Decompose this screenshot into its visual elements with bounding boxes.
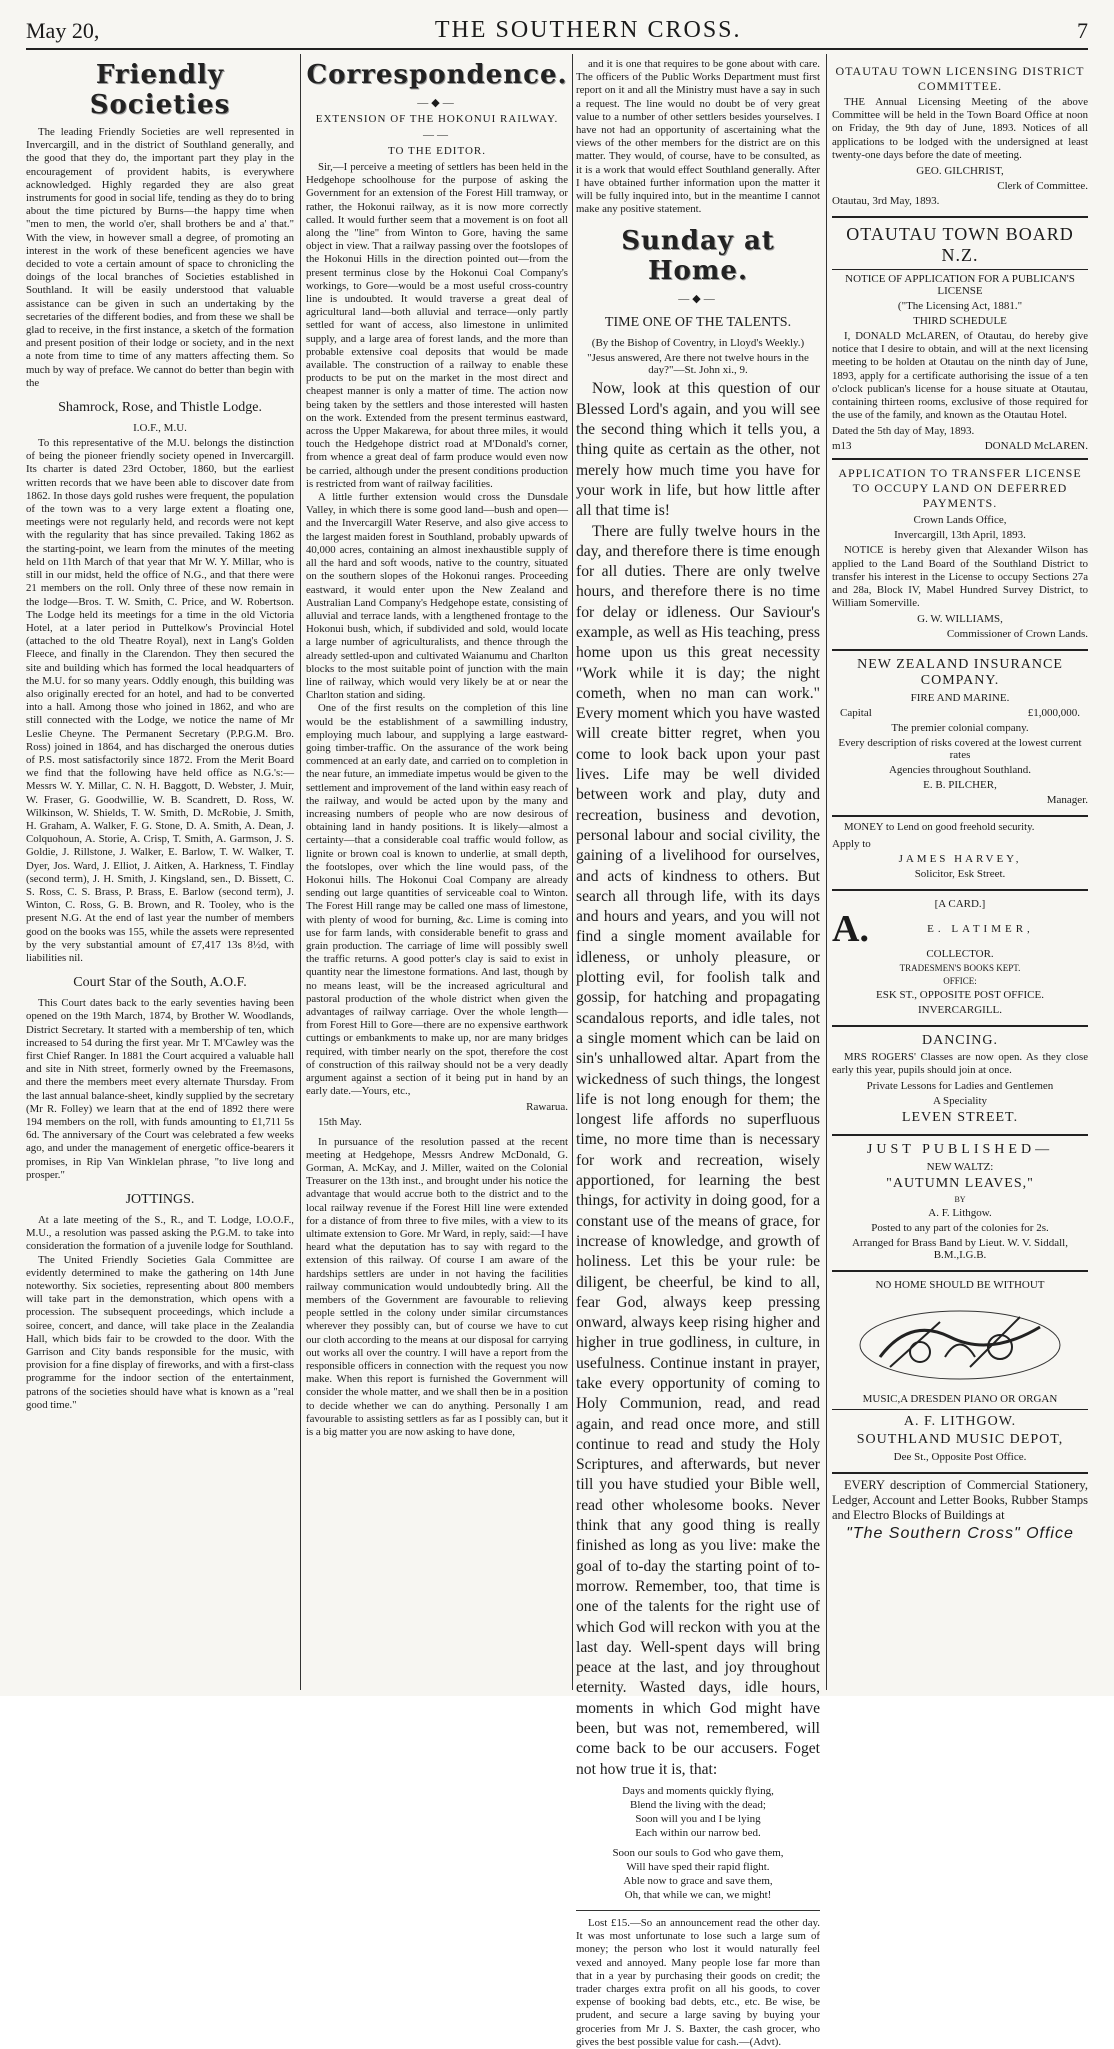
ad-body: THE Annual Licensing Meeting of the above Committee will be held in the Town Board Office at noon on Friday, the 9th day of June, 1893. Notices of all applications to be lodged with the undersigned at least twenty-one days before the date of meeting.: [832, 96, 1088, 161]
ad-insurance: [832, 651, 1088, 817]
section-heading: Friendly Societies: [89, 60, 231, 120]
ad-signature: E. B. PILCHER,: [923, 779, 997, 792]
subheading: JOTTINGS.: [125, 1192, 195, 1208]
subheading: TIME ONE OF THE TALENTS.: [604, 315, 792, 331]
ad-body: I, DONALD McLAREN, of Otautau, do hereby give notice that I desire to obtain, and will at the next licensing meeting to be holden at Otautau on the ninth day of June, 1893, apply for a certificate authorising the issue of a ten o'clock publican's license for a house situate at Otautau, containing thirteen rooms, exclusive of those required for the use of the family, and known as the Otautau Hotel.: [832, 330, 1088, 422]
ad-subtitle: NEW WALTZ:: [926, 1161, 994, 1174]
newspaper-title: THE SOUTHERN CROSS.: [434, 17, 742, 43]
ad-title: OTAUTAU TOWN BOARD N.Z.: [846, 224, 1074, 266]
ad-waltz-name: "AUTUMN LEAVES,": [886, 1176, 1034, 1192]
ad-body: EVERY description of Commercial Stationery, Ledger, Account and Letter Books, Rubber Stamps and Electro Blocks of Buildings at: [832, 1478, 1088, 1523]
ad-role: Clerk of Committee.: [997, 180, 1088, 193]
ad-private: Private Lessons for Ladies and Gentlemen: [866, 1080, 1054, 1093]
ad-address: ESK ST., OPPOSITE POST OFFICE.: [876, 988, 1044, 1001]
ad-by: BY: [954, 1195, 966, 1205]
ornament: —◆—: [678, 293, 718, 306]
article-paragraph: This Court dates back to the early seventies having been opened on the 19th March, 1874, by Brother W. Woodlands, District Secretary. It started with a membership of ten, which increased to 54 during the first year. Mr T. M'Cawley was the first Chief Ranger. In 1881 the Court acquired a valuable hall and site in Nith street, formerly owned by the Freemasons, and there the members meet every alternate Thursday. From the last annual balance-sheet, kindly supplied by the secretary (Mr R. Folley) we learn that at the end of 1892 there were 194 members on the roll, with funds amounting to £1,711 5s 6d. The anniversary of the Court was celebrated a few weeks ago, and under the management of energetic office-bearers it promises, in Rip Van Winklelan phrase, "to live long and prosper.": [26, 997, 294, 1181]
letter-paragraph: A little further extension would cross the Dunsdale Valley, in which there is some good land—bush and open—and the Invercargill Water Reserve, and also give access to the largest maiden forest in Southland, probably upwards of 40,000 acres, containing an almost inexhaustible supply of all the hard and soft woods, native to the country, situated on the southern slopes of the Hokonui ranges. Proceeding eastward, it would enter upon the New Zealand and Australian Land Company's Hedgehope estate, consisting of alluvial and terrace lands, with a lengthened frontage to the Hokonui bush, which, if subdivided and sold, would locate a large number of agriculturalists, and thence through the already settled-upon and cultivated Waianumu and Charlton blocks to the most suitable point of junction with the main line of railway, which would very likely be at or near the Charlton station and siding.: [306, 491, 568, 702]
column-divider: [572, 54, 573, 1690]
ad-agencies: Agencies throughout Southland.: [888, 764, 1032, 777]
poem-line: Blend the living with the dead;: [630, 1798, 766, 1811]
page-number: 7: [1077, 18, 1088, 43]
column-divider: [826, 54, 827, 1690]
ad-arranged: Arranged for Brass Band by Lieut. W. V. Siddall, B.M.,I.G.B.: [852, 1237, 1068, 1262]
article-paragraph: and it is one that requires to be gone about with care. The officers of the Public Works Department must first report on it and all the Ministry must have a say in such a request. The line would no doubt be of very great value to a number of other settlers besides yourselves. I have not had an opportunity of ascertaining what the views of the other members for the district are on this matter. They would, of course, have to be consulted, as it is a work that would effect Southland generally. After I have obtained further information upon the matter it will be fully inquired into, but in the meantime I cannot make any positive statement.: [576, 58, 820, 216]
ad-licensing-committee: [832, 58, 1088, 218]
ad-date: Otautau, 3rd May, 1893.: [832, 195, 940, 208]
ad-title: JUST PUBLISHED—: [866, 1142, 1054, 1158]
ad-title: DANCING.: [921, 1032, 999, 1048]
ad-date: Dated the 5th day of May, 1893.: [832, 425, 975, 438]
sermon-paragraph: There are fully twelve hours in the day, and therefore there is time enough for all duties. There are only twelve hours, and therefore there is no time for delay or idleness. Our Saviour's example, as well as His teaching, press home upon us this great necessity "Work while it is day; the night cometh, when no man can work." Every moment which you have wasted will create bitter regret, when you come to look back upon your past lives. Life may be well divided between work and play, duty and recreation, business and devotion, personal labour and social civility, the gaining of a livelihood for ourselves, and acts of kindness to others. But search all through life, with its days and hours and years, and you will not find a single moment available for idleness, or unholy pleasure, or plotting evil, for foolish talk and gossip, for hatching and propagating scandalous reports, and idle tales, not a single moment which can be laid on sin's unhallowed altar. Apart from the wickedness of such things, the longest life is not long enough for them; the longest life affords no superfluous time, no more time than is necessary for work and recreation, wisely apportioned, for learning the best things, for activity in doing good, for a constant use of the means of grace, for increase of knowledge, and growth of holiness. Let this be your rule: be diligent, be cheerful, be kind to all, fear God, always keep pressing onward, always keep rising higher and higher in true godliness, in culture, in usefulness. Continue instant in prayer, take every opportunity of coming to Holy Communion, read, and read again, and read once more, and still continue to read and study the Holy Scriptures, and afterwards, but never till you have studied your Bible well, read other wholesome books. Never think that any good thing is really finished as long as you live: make the goal of to-day the starting point of to-morrow. Remember, too, that time is one of the talents for the right use of which God will reckon with you at the last day. Well-spent days will bring peace at the last, and joy throughout eternity. Wasted days, idle hours, moments in which God might have been, but was not, remembered, will come back to be our accusers. Foget not how true it is, that:: [576, 522, 820, 1778]
ad-title: APPLICATION TO TRANSFER LICENSE TO OCCUPY LAND ON DEFERRED PAYMENTS.: [838, 466, 1082, 511]
ad-books: TRADESMEN'S BOOKS KEPT.: [899, 962, 1021, 973]
ad-body: MRS ROGERS' Classes are now open. As they close early this year, pupils should join at once.: [832, 1050, 1088, 1076]
ad-collector: [832, 891, 1088, 1027]
ad-big-letter: A.: [832, 907, 869, 950]
subheading: EXTENSION OF THE HOKONUI RAILWAY.: [315, 113, 559, 125]
ad-author: A. F. Lithgow.: [928, 1207, 992, 1220]
ad-speciality: A Speciality: [932, 1095, 988, 1108]
ad-music-depot: [832, 1272, 1088, 1474]
ad-tagline: The premier colonial company.: [891, 722, 1029, 735]
ornament: ——: [423, 129, 451, 141]
poem-line: Oh, that while we can, we might!: [624, 1888, 772, 1901]
ad-headline: MUSIC,A DRESDEN PIANO OR ORGAN: [862, 1393, 1058, 1406]
article-paragraph: At a late meeting of the S., R., and T. Lodge, I.O.O.F., M.U., a resolution was passed asking the P.G.M. to take into consideration the formation of a juvenile lodge for Southland.: [26, 1214, 294, 1253]
column-advertisements: [832, 58, 1088, 1688]
ad-title: OTAUTAU TOWN LICENSING DISTRICT COMMITTEE.: [835, 64, 1085, 93]
subheading: Shamrock, Rose, and Thistle Lodge.: [58, 400, 262, 416]
ad-role: Commissioner of Crown Lands.: [946, 628, 1088, 641]
ad-office-label: OFFICE:: [943, 975, 977, 986]
poem-line: Days and moments quickly flying,: [622, 1784, 774, 1797]
poem-line: Each within our narrow bed.: [635, 1826, 761, 1839]
ad-post: Posted to any part of the colonies for 2s.: [871, 1222, 1049, 1235]
article-paragraph: In pursuance of the resolution passed at the recent meeting at Hedgehope, Messrs Andrew McDonald, G. Gorman, A. McKay, and J. Miller, waited on the Colonial Treasurer on the 13th inst., and brought under his notice the advantage that would accrue both to the district and to the local railway revenue if the Forest Hill line were extended for a distance of from three to five miles, with a view to its ultimate extension to Gore. Mr Ward, in reply, said:—I have heard what the deputation has to say with regard to the extension of this railway. Of course I am aware of the hardships settlers are under in not having the facilities railway communication would undoubtedly bring. All the members of the Government are favourable to relieving people settled in the colony under similar circumstances wherever they possibly can, but of course we have to cut our cloth according to the means at our disposal for carrying out works all over the country. I will have a report from the responsible officers in connection with the request you now make. When this report is furnished the Government will consider the whole matter, and we shall then be in a position to decide whether we can do anything. Personally I am favourable to assisting settlers as far as I possibly can, but it is a big matter you are now asking to have done,: [306, 1135, 568, 1439]
subheading: Court Star of the South, A.O.F.: [73, 975, 247, 991]
ad-apply: Apply to: [832, 837, 871, 850]
article-paragraph: The leading Friendly Societies are well represented in Invercargill, and in the district of Southland generally, and the good that they do, the important part they play in the encouragement of provident habits, is everywhere acknowledged. Highly regarded they are also great instruments for good in social life, tending as they do to bring about the time pictured by Burns—the happy time when "men to men, the world o'er, shall brothers be and a' that." With the view, in however small a degree, of promoting an interest in the work of these beneficent agencies we have decided to vote a certain amount of space to chronicling the doings of the local branches of Societies established in Southland. It will be easily understood that valuable assistance can be given in such an undertaking by the secretaries of the different bodies, and from these we shall be glad to receive, in the first instance, a sketch of the formation and present position of their lodge or society, and in the next a note from time to time of any matters affecting them. So much by way of preface. We cannot do better than begin with the: [26, 126, 294, 389]
article-paragraph: To this representative of the M.U. belongs the distinction of being the pioneer friendly society opened in Invercargill. Its charter is dated 23rd October, 1860, but the earliest written records that we have been able to discover date from 1862. In those days gold rushes were frequent, the population of the town was to a very large extent a floating one, meetings were not regularly held, and records were not kept with the regularity that has since prevailed. Taking 1862 as the starting-point, we learn from the minutes of the meeting held on 11th March of that year that Mr W. Y. Millar, who is still in our midst, held the office of N.G., and that there were 21 members on the roll. Only three of these now remain in the lodge—Bros. T. W. Smith, C. Price, and W. Robertson. The Lodge held its meetings for a time in the old Victoria Hotel, at a later period in Puttelkow's Provincial Hotel (attached to the old Theatre Royal), next in Lang's Golden Fleece, and finally in the Clarendon. They then secured the site and building which has formed the local headquarters of the M.U. for so many years. Oddly enough, this building was also originally erected for an hotel, and had to be converted into a hall. Among those who joined in 1862, and who are still connected with the Lodge, we notice the name of Mr Leslie Cheyne. The Permanent Secretary (P.P.G.M. Bro. Ross) joined in 1864, and has discharged the onerous duties of P.S. most satisfactorily since 1872. From the Merit Board we find that the following have held office as N.G.'s:—Messrs W. Y. Millar, C. N. H. Baggott, D. Webster, J. Muir, W. Fraser, G. Goodwillie, W. B. Scandrett, D. Ross, W. Wilkinson, W. Shields, T. W. Smith, D. McRobie, J. Smith, H. Graham, A. Walker, F. G. Stone, D. A. Smith, A. Dean, J. Colquohoun, A. Storie, A. Crisp, T. Smith, A. Garmson, J. S. Goldie, J. Rillstone, J. Walker, E. Barlow, T. W. Walker, T. Dyer, Jos. Ward, J. Elliot, J. Aitken, A. Harkness, T. Findlay (second term), J. H. Smith, J. Kingsland, sen., D. Bissett, C. S. Ross, C. S. Brass, P. Brass, E. Barlow (second term), J. Winton, C. Ross, G. B. Brown, and R. Tooley, who is the present N.G. At the end of last year the number of members good on the books was 155, while the assets were represented by the very substantial amount of £7,417 13s 8½d, with liabilities nil.: [26, 437, 294, 964]
ad-name: E. LATIMER,: [927, 922, 1034, 935]
ad-office: "The Southern Cross" Office: [846, 1525, 1074, 1543]
ad-role: COLLECTOR.: [926, 947, 994, 960]
ad-name: JAMES HARVEY,: [898, 852, 1022, 865]
page-header: [26, 14, 1088, 44]
ad-waltz: [832, 1136, 1088, 1272]
ad-dancing: [832, 1027, 1088, 1136]
header-rule: [26, 48, 1088, 50]
ad-body: NOTICE is hereby given that Alexander Wilson has applied to the Land Board of the Southland District to transfer his interest in the License to occupy Sections 27a and 28a, Block IV, Mabel Hundred Survey District, to William Somerville.: [832, 544, 1088, 610]
capital-label: Capital: [840, 707, 872, 720]
section-heading: Correspondence.: [306, 60, 568, 90]
ad-body: MONEY to Lend on good freehold security.: [844, 821, 1035, 834]
ad-card: [A CARD.]: [934, 897, 986, 910]
ad-role: Manager.: [1046, 794, 1088, 807]
sermon-paragraph: Now, look at this question of our Blessed Lord's again, and you will see the second thing which it tells you, a thing quite as certain as the other, not merely how much time you have for your work in life, but how little after all that time is!: [576, 380, 820, 520]
ad-depot: SOUTHLAND MUSIC DEPOT,: [856, 1432, 1064, 1448]
capital-value: £1,000,000.: [1027, 707, 1080, 720]
letter-paragraph: Sir,—I perceive a meeting of settlers has been held in the Hedgehope schoolhouse for the purpose of asking the Government for an extension of the Forest Hill tramway, or rather, the Hokonui railway, as it is now more correctly called. It would further seem that a movement is on foot all along the "line" from Winton to Gore, having the same object in view. That a railway passing over the footslopes of the Hokonui Hills in the direction pointed out—from the present terminus close by the Hokonui Coal Company's workings, to Gore—would be a most useful cross-country line is undoubted. It would traverse a great deal of agricultural land—both alluvial and terrace—only partly settled for want of access, also limestone in unlimited supply, and a large area of forest lands, and the more than probable extensive coal deposits that would be made available. The construction of a railway to enable these products to be put on the market in the most direct and cheapest manner is only a matter of time. The action now being taken by the settlers and those interested will hasten on the work. Extended from the present terminus eastward, across the Upper Makarewa, for about three miles, it would touch the Hedgehope district road at M'Donald's corner, from whence a great deal of farm produce would even now be carried, although under the present conditions production is restricted from want of railway facilities.: [306, 161, 568, 490]
ad-stationery: [832, 1474, 1088, 1543]
poem: [576, 1784, 820, 1902]
poem-line: Soon will you and I be lying: [635, 1812, 761, 1825]
column-correspondence: [306, 58, 568, 1688]
ad-money-lend: [832, 817, 1088, 890]
ad-schedule: THIRD SCHEDULE: [913, 315, 1007, 328]
ad-headline: NO HOME SHOULD BE WITHOUT: [875, 1279, 1045, 1292]
scripture-quote: "Jesus answered, Are there not twelve hours in the day?"—St. John xi., 9.: [587, 352, 809, 377]
ad-signature: G. W. WILLIAMS,: [917, 613, 1003, 626]
ad-publican-license: [832, 218, 1088, 460]
poem-line: Will have sped their rapid flight.: [626, 1860, 770, 1873]
column-sunday-at-home: [576, 58, 820, 2048]
ad-title: NEW ZEALAND INSURANCE COMPANY.: [857, 657, 1063, 689]
ad-office: Crown Lands Office,: [913, 514, 1007, 527]
ad-name: A. F. LITHGOW.: [903, 1414, 1017, 1430]
letter-date: 15th May.: [318, 1116, 362, 1129]
ad-role: Solicitor, Esk Street.: [914, 867, 1006, 880]
ad-act: ("The Licensing Act, 1881.": [897, 300, 1023, 313]
ad-subtitle: NOTICE OF APPLICATION FOR A PUBLICAN'S LICENSE: [845, 273, 1075, 298]
addressee: TO THE EDITOR.: [387, 145, 487, 157]
column-divider: [300, 54, 301, 1690]
article-paragraph: The United Friendly Societies Gala Committee are evidently determined to make the gathering on 14th June noteworthy. Six societies, representing about 800 members will take part in the demonstration, which opens with a procession. The subsequent proceedings, which include a soiree, concert, and dance, will take place in the Zealandia Hall, which bids fair to be crowded to the door. With the Garrison and City bands responsible for the music, with provision for a fine display of fireworks, and with a first-class programme for the indoor section of the entertainment, patrons of the societies should have what is known as a "real good time.": [26, 1253, 294, 1411]
music-instruments-illustration: [850, 1297, 1070, 1387]
ornament: —◆—: [417, 97, 457, 109]
column-friendly-societies: [26, 58, 294, 1688]
byline: (By the Bishop of Coventry, in Lloyd's Weekly.): [591, 337, 805, 350]
poem-line: Able now to grace and save them,: [623, 1874, 773, 1887]
ad-transfer-license: [832, 460, 1088, 651]
ad-address: Dee St., Opposite Post Office.: [893, 1451, 1027, 1464]
ad-town: INVERCARGILL.: [917, 1003, 1003, 1016]
section-heading: Sunday at Home.: [621, 226, 775, 287]
advertorial-paragraph: Lost £15.—So an announcement read the other day. It was most unfortunate to lose such a large sum of money; the person who lost it would naturally feel vexed and annoyed. Many people lose far more than that in a year by purchasing their goods on credit; the trader charges extra profit on all his goods, to cover expense of booking bad debts, etc., etc. Be wise, be prudent, and secure a large saving by buying your groceries from Mr J. S. Baxter, the cash grocer, who gives the best possible value for cash.—(Advt).: [576, 1916, 820, 2048]
ad-signature: DONALD McLAREN.: [984, 440, 1088, 453]
subheading: I.O.F., M.U.: [133, 422, 187, 435]
ad-body: Every description of risks covered at the lowest current rates: [838, 737, 1082, 762]
poem-line: Soon our souls to God who gave them,: [612, 1846, 784, 1859]
ad-subtitle: FIRE AND MARINE.: [910, 692, 1010, 705]
header-date: May 20,: [26, 18, 100, 43]
ad-signature: GEO. GILCHRIST,: [916, 165, 1004, 178]
ad-street: LEVEN STREET.: [901, 1110, 1019, 1126]
letter-paragraph: One of the first results on the completion of this line would be the establishment of a sawmilling industry, employing much labour, and supplying a large eastward-going timber-traffic. On the assurance of the work being commenced at an early date, and carried on to completion in the near future, an immediate impetus would be given to the settlement and improvement of the land within easy reach of the railway, and would be acted upon by the many and increasing numbers of people who are now desirous of obtaining land in handy positions. It is likely—almost a certainty—that a considerable coal traffic would follow, as lignite or brown coal is known to underlie, at small depth, the footslopes, over which the line would pass, of the Hokonui hills. The Hokonui Coal Company are already sending out large quantities of serviceable coal to Winton. The Forest Hill range may be called one mass of limestone, with plenty of wood for burning, &c. Lime is coming into use for farm lands, with considerable benefit to grass and grain production. The carriage of lime will possibly swell the traffic returns. A good potter's clay is said to exist in quantity near the limestone formations. And last, though by no means least, will be the increased agricultural and pastoral production of the whole district when given the advantages of railway carriage. Over the whole length—from Forest Hill to Gore—there are no expensive earthwork cuttings or embankments to make up, nor are many bridges required, with timber nearly on the spot, therefore the cost of construction of this railway should not be a very deadly argument against a section of it being put in hand by an early date.—Yours, etc.,: [306, 702, 568, 1098]
signature: Rawarua.: [526, 1101, 568, 1114]
ad-place: Invercargill, 13th April, 1893.: [894, 529, 1026, 542]
ad-reference: m13: [832, 440, 852, 453]
